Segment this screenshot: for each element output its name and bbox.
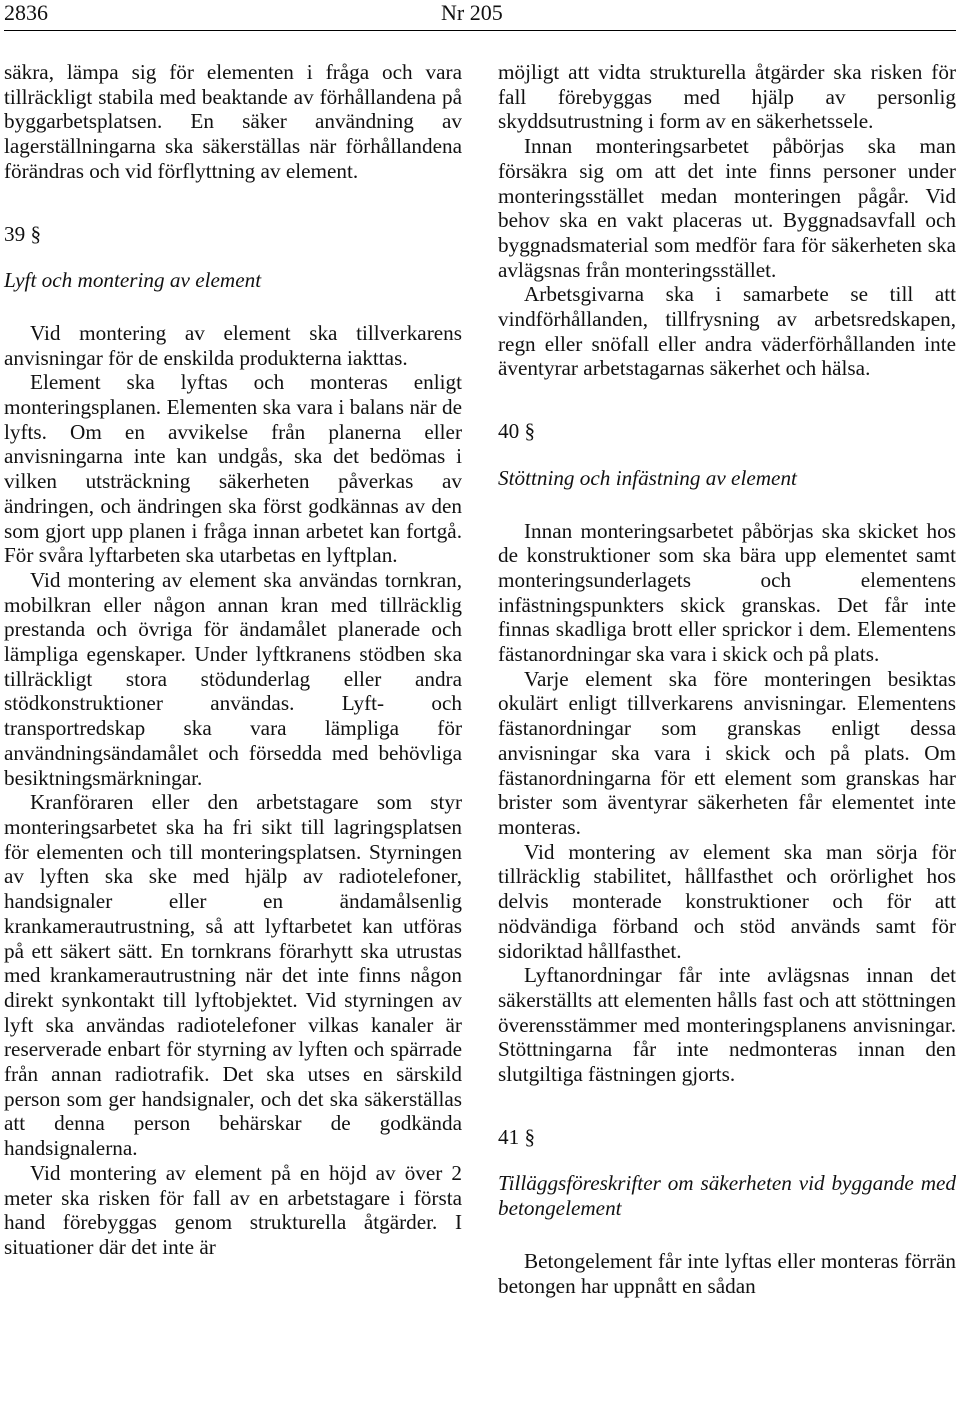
paragraph: Vid montering av element ska tillverkarens anvisningar för de enskilda produkterna iakttas. (4, 320, 462, 370)
paragraph: Element ska lyftas och monteras enligt monteringsplanen. Elementen ska vara i balans när de lyfts. Om en avvikelse från planerna eller anvisningarna inte kan undgås, ska det bedömas i vilken utsträckning säkerheten påverkas av ändringen, och ändringen ska först godkännas av den som gjort upp planen i fråga innan arbetet kan fortgå. För svåra lyftarbeten ska utarbetas en lyftplan. (4, 370, 462, 568)
paragraph: säkra, lämpa sig för elementen i fråga och vara tillräckligt stabila med beaktande av förhållandena på byggarbetsplatsen. En säker användning av lagerställningarna ska säkerställas när förhållandena förändras och vid förflyttning av element. (4, 60, 462, 183)
page-header (4, 0, 956, 30)
paragraph: möjligt att vidta strukturella åtgärder ska risken för fall förebyggas med hjälp av personlig skyddsutrustning i form av en säkerhetssele. (498, 60, 956, 134)
paragraph: Arbetsgivarna ska i samarbete se till att vindförhållanden, tillfrysning av arbetsredskapen, regn eller snöfall eller andra väderförhållanden inte äventyrar arbetstagarnas säkerhet och hälsa. (498, 282, 956, 381)
section-title-40: Stöttning och infästning av element (498, 465, 797, 490)
section-number-39: 39 § (4, 221, 42, 246)
right-column (498, 60, 956, 1298)
section-number-40: 40 § (498, 419, 536, 444)
paragraph: Betongelement får inte lyftas eller monteras förrän betongen har uppnått en sådan (498, 1248, 956, 1298)
paragraph: Innan monteringsarbetet påbörjas ska skicket hos de konstruktioner som ska bära upp elementet samt monteringsunderlagets och elementens infästningspunkters skick granskas. Det får inte finnas skadliga brott eller sprickor i dem. Elementens fästanordningar ska vara i skick och på plats. (498, 518, 956, 667)
paragraph: Vid montering av element på en höjd av över 2 meter ska risken för fall av en arbetstagare i första hand förebyggas genom strukturella åtgärder. I situationer där det inte är (4, 1160, 462, 1259)
header-rule (4, 30, 956, 31)
paragraph: Kranföraren eller den arbetstagare som styr monteringsarbetet ska ha fri sikt till lagringsplatsen för elementen och till monteringsplatsen. Styrningen av lyften ska ske med hjälp av radiotelefoner, handsignaler eller en ändamålsenlig krankamerautrustning, så att lyftarbetet kan utföras på ett säkert sätt. En tornkrans förarhytt ska utrustas med krankamerautrustning när det inte finns någon direkt synkontakt till lyftobjektet. Vid styrningen av lyft ska användas radiotelefoner vilkas kanaler är reserverade enbart för styrning av lyften och spärrade från annan radiotrafik. Det ska utses en särskild person som ger handsignaler, och det ska säkerställas att denna person behärskar de godkända handsignalerna. (4, 790, 462, 1161)
issue-number: Nr 205 (441, 0, 503, 25)
page-number: 2836 (4, 0, 48, 25)
section-title-41: Tilläggsföreskrifter om säkerheten vid byggande med betongelement (498, 1171, 956, 1221)
left-column (4, 60, 462, 1260)
paragraph: Innan monteringsarbetet påbörjas ska man försäkra sig om att det inte finns personer under monteringsstället medan monteringen pågår. Vid behov ska en vakt placeras ut. Byggnadsavfall och byggnadsmaterial som medför fara för säkerheten ska avlägsnas från monteringsstället. (498, 134, 956, 282)
paragraph: Lyftanordningar får inte avlägsnas innan det säkerställts att elementen hålls fast och att stöttningen överensstämmer med monteringsplanens anvisningar. Stöttningarna får inte nedmonteras innan den slutgiltiga fästningen gjorts. (498, 963, 956, 1087)
section-title-39: Lyft och montering av element (4, 268, 262, 293)
paragraph: Vid montering av element ska man sörja för tillräcklig stabilitet, hållfasthet och orörlighet hos delvis monterade konstruktioner och för att nödvändiga förband och stöd används samt för sidoriktad hållfasthet. (498, 839, 956, 963)
paragraph: Varje element ska före monteringen besiktas okulärt enligt tillverkarens anvisningar. Elementens fästanordningar som granskas enligt dessa anvisningar ska vara i skick och på plats. Om fästanordningarna för ett element som granskas har brister som äventyrar säkerheten får elementet inte monteras. (498, 666, 956, 839)
paragraph: Vid montering av element ska användas tornkran, mobilkran eller någon annan kran med tillräcklig prestanda och övriga för ändamålet planerade och lämpliga egenskaper. Under lyftkranens stödben ska tillräckligt stora stödunderlag eller andra stödkonstruktioner användas. Lyft- och transportredskap ska vara lämpliga för användningsändamålet och försedda med behövliga besiktningsmärkningar. (4, 567, 462, 790)
section-number-41: 41 § (498, 1124, 536, 1149)
